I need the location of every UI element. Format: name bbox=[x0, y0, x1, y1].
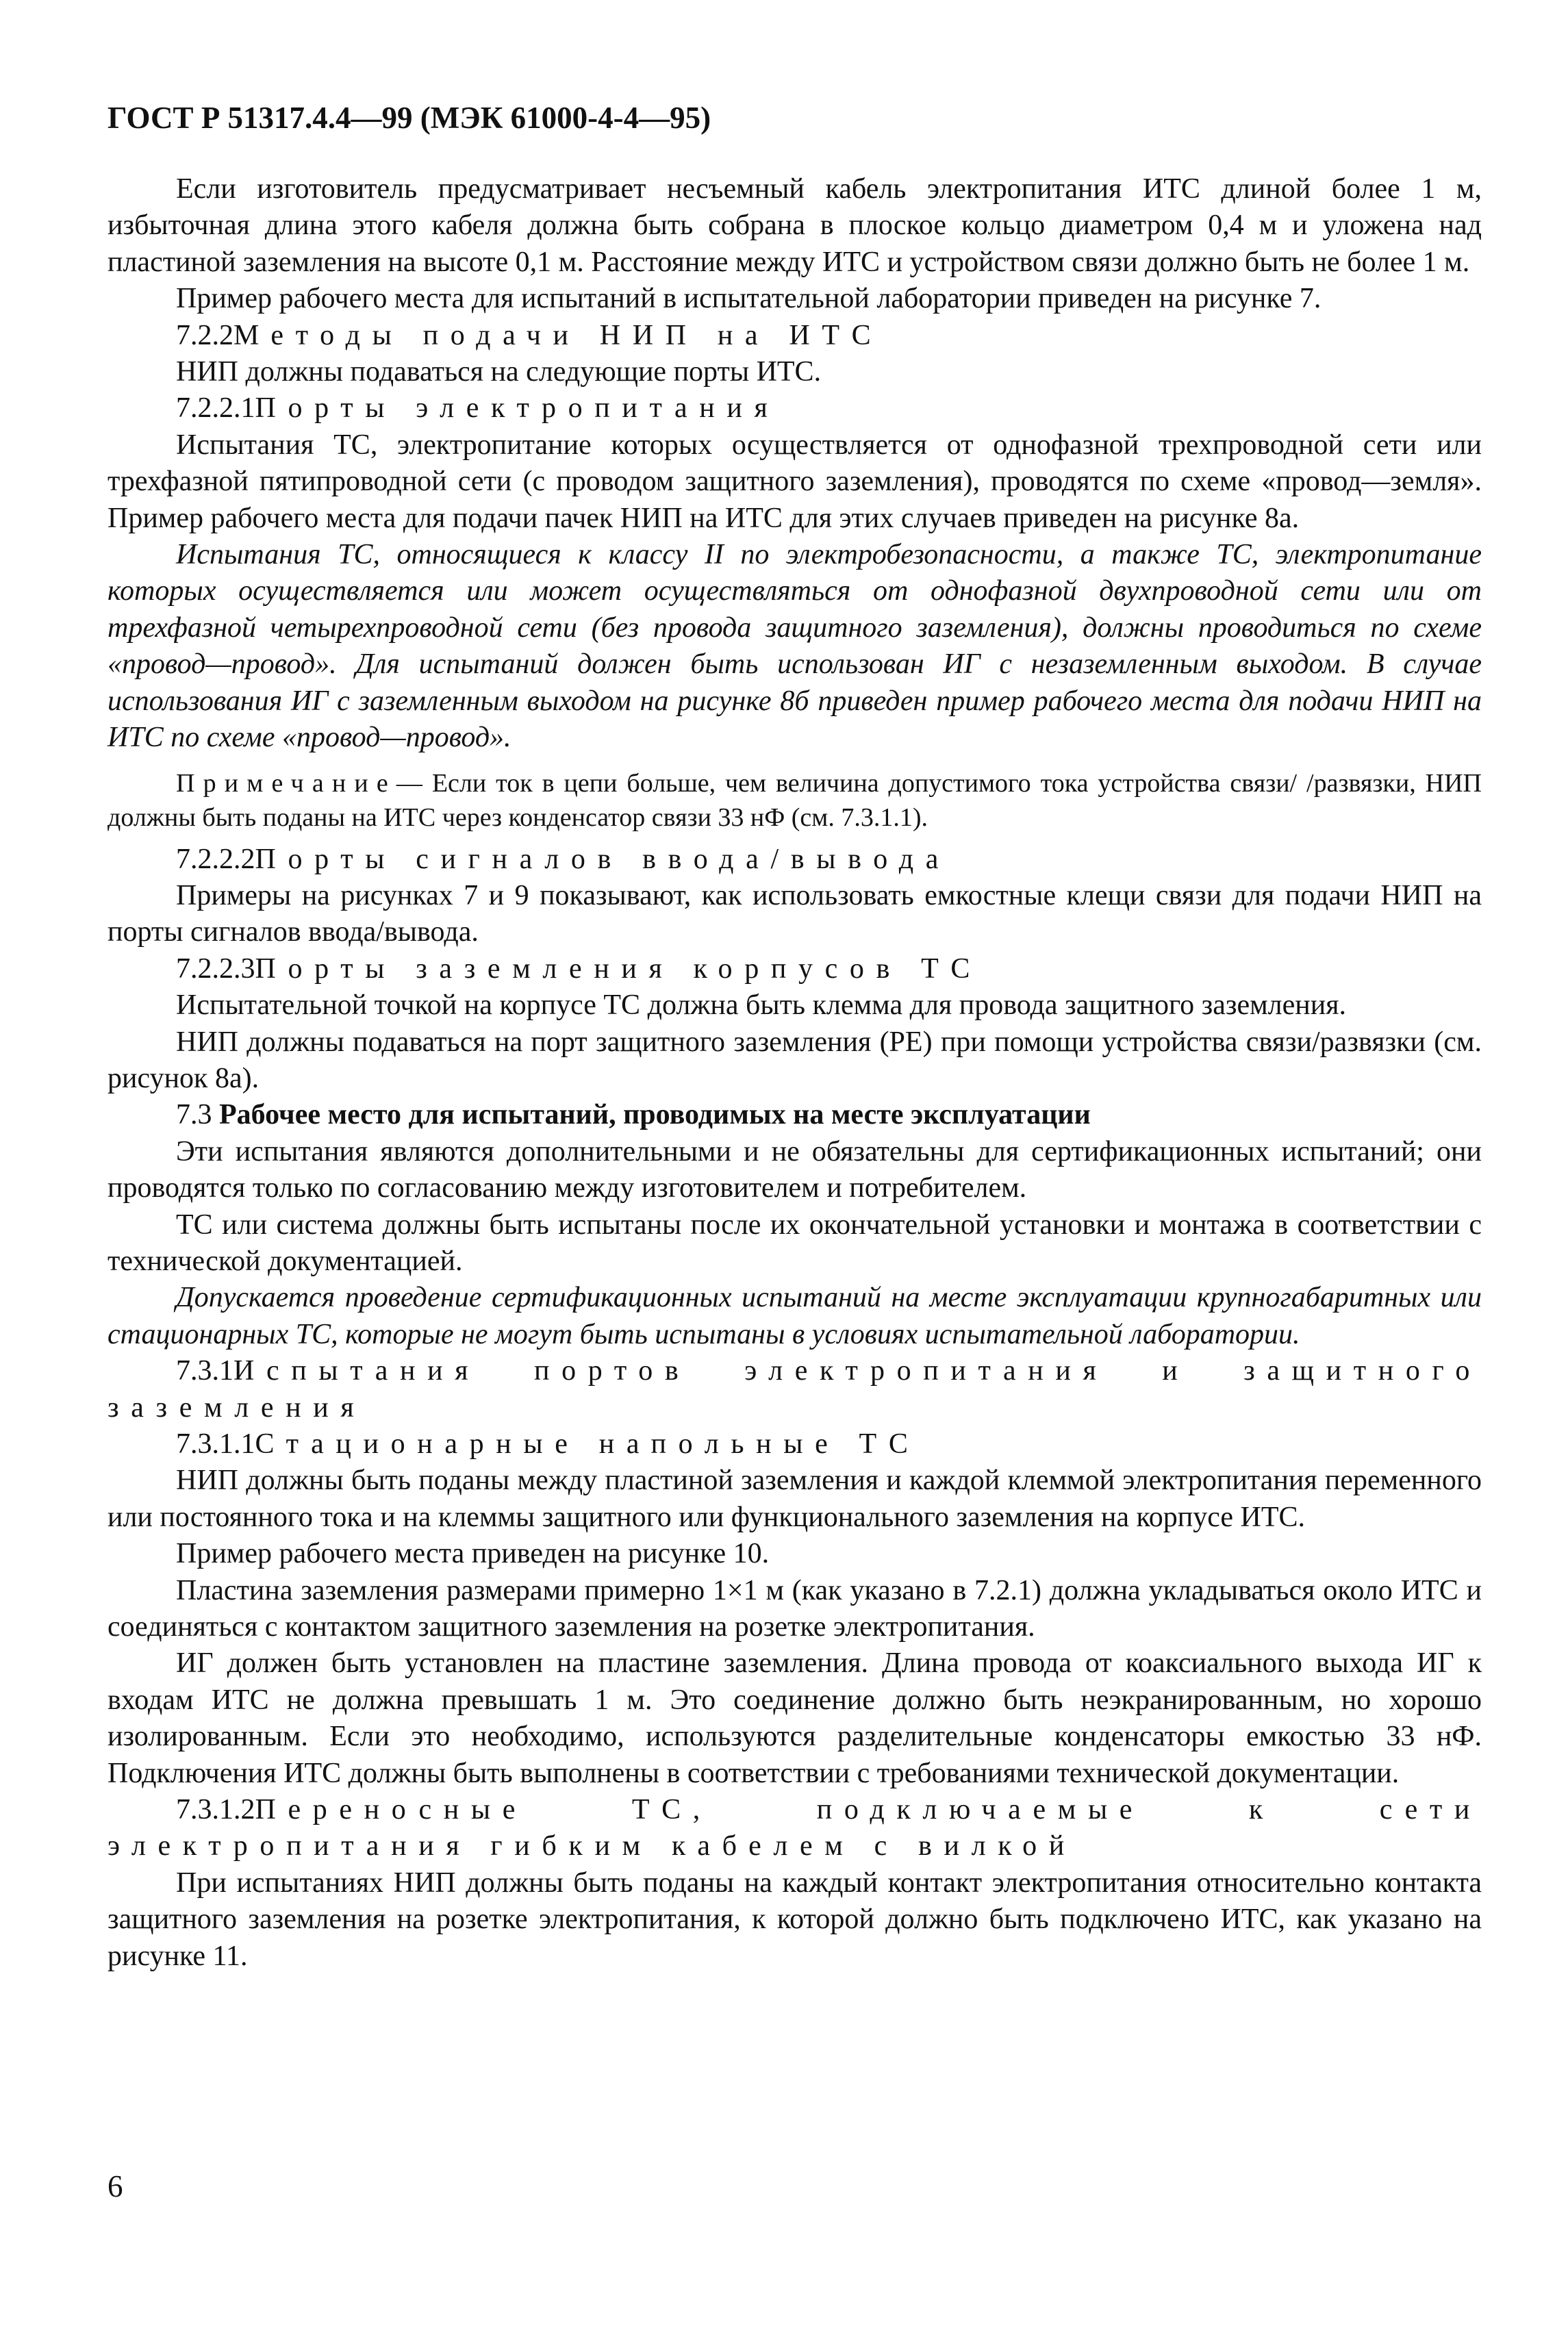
section-number: 7.3.1.1 bbox=[176, 1428, 255, 1460]
paragraph: НИП должны быть поданы между пластиной заземления и каждой клеммой электропитания переменного или постоянного тока и на клеммы защитного или функционального заземления на корпусе ИТС. bbox=[108, 1465, 1482, 1533]
paragraph: Пример рабочего места для испытаний в испытательной лаборатории приведен на рисунке 7. bbox=[176, 283, 1322, 315]
paragraph: ИГ должен быть установлен на пластине заземления. Длина провода от коаксиального выхода ИГ к входам ИТС не должна превышать 1 м. Это соединение должно быть неэкранированным, но хорошо изолированным. Если это необходимо, используются разделительные конденсаторы емкостью 33 нФ. Подключения ИТС должны быть выполнены в соответствии с требованиями технической документации. bbox=[108, 1647, 1482, 1789]
paragraph: При испытаниях НИП должны быть поданы на каждый контакт электропитания относительно контакта защитного заземления на розетке электропитания, к которой должно быть подключено ИТС, как указано на рисунке 11. bbox=[108, 1867, 1482, 1972]
paragraph: НИП должны подаваться на следующие порты ИТС. bbox=[176, 356, 822, 388]
paragraph: Испытательной точкой на корпусе ТС должна быть клемма для провода защитного заземления. bbox=[176, 989, 1347, 1022]
paragraph: Примеры на рисунках 7 и 9 показывают, как использовать емкостные клещи связи для подачи НИП на порты сигналов ввода/вывода. bbox=[108, 879, 1482, 948]
document-header: ГОСТ Р 51317.4.4—99 (МЭК 61000-4-4—95) bbox=[108, 101, 711, 135]
paragraph: Пример рабочего места приведен на рисунке 10. bbox=[176, 1538, 770, 1570]
section-heading bbox=[108, 842, 1482, 878]
italic-paragraph: Испытания ТС, относящиеся к классу II по электробезопасности, а также ТС, электропитание которых осуществляется или может осуществляться от однофазной двухпроводной сети или от трехфазной четырехпроводной сети (без провода защитного заземления), должны проводиться по схеме «провод—провод». Для испытаний должен быть использован ИГ с незаземленным выходом. В случае использования ИГ с заземленным выходом на рисунке 8б приведен пример рабочего места для подачи НИП на ИТС по схеме «провод—провод». bbox=[108, 539, 1482, 754]
section-number: 7.2.2.1 bbox=[176, 392, 255, 425]
section-number: 7.2.2.2 bbox=[176, 843, 255, 875]
section-number: 7.2.2 bbox=[176, 319, 233, 351]
section-title: Порты сигналов ввода/вывода bbox=[255, 843, 950, 875]
section-number: 7.3.1 bbox=[176, 1355, 233, 1387]
paragraph: Если изготовитель предусматривает несъемный кабель электропитания ИТС длиной более 1 м, избыточная длина этого кабеля должна быть собрана в плоское кольцо диаметром 0,4 м и уложена над пластиной заземления на высоте 0,1 м. Расстояние между ИТС и устройством связи должно быть не более 1 м. bbox=[108, 173, 1482, 278]
section-number: 7.3 bbox=[176, 1099, 212, 1131]
section-heading bbox=[108, 318, 1482, 354]
section-number: 7.3.1.2 bbox=[176, 1794, 255, 1826]
section-heading bbox=[108, 951, 1482, 987]
paragraph: ТС или система должны быть испытаны после их окончательной установки и монтажа в соответствии с технической документацией. bbox=[108, 1209, 1482, 1277]
document-body bbox=[108, 171, 1482, 1975]
note-label: Примечание bbox=[176, 768, 396, 798]
section-title: Переносные ТС, подключаемые к сети электропитания гибким кабелем с вилкой bbox=[108, 1794, 1482, 1862]
section-title: Испытания портов электропитания и защитного заземления bbox=[108, 1355, 1482, 1424]
section-heading bbox=[108, 1792, 1482, 1865]
section-title: Порты заземления корпусов ТС bbox=[255, 952, 983, 985]
paragraph: Пластина заземления размерами примерно 1×1 м (как указано в 7.2.1) должна укладываться около ИТС и соединяться с контактом защитного заземления на розетке электропитания. bbox=[108, 1574, 1482, 1643]
italic-paragraph: Допускается проведение сертификационных испытаний на месте эксплуатации крупногабаритных или стационарных ТС, которые не могут быть испытаны в условиях испытательной лаборатории. bbox=[108, 1282, 1482, 1350]
section-title: Стационарные напольные ТС bbox=[255, 1428, 920, 1460]
section-heading bbox=[108, 1097, 1482, 1133]
section-heading bbox=[108, 390, 1482, 427]
section-number: 7.2.2.3 bbox=[176, 952, 255, 985]
section-title: Рабочее место для испытаний, проводимых на месте эксплуатации bbox=[219, 1099, 1091, 1131]
section-title: Методы подачи НИП на ИТС bbox=[233, 319, 883, 351]
paragraph: НИП должны подаваться на порт защитного заземления (РЕ) при помощи устройства связи/развязки (см. рисунок 8а). bbox=[108, 1026, 1482, 1094]
page-number: 6 bbox=[108, 2169, 123, 2203]
paragraph: Эти испытания являются дополнительными и не обязательны для сертификационных испытаний; они проводятся только по согласованию между изготовителем и потребителем. bbox=[108, 1135, 1482, 1204]
paragraph: Испытания ТС, электропитание которых осуществляется от однофазной трехпроводной сети или трехфазной пятипроводной сети (с проводом защитного заземления), проводятся по схеме «провод—земля». Пример рабочего места для подачи пачек НИП на ИТС для этих случаев приведен на рисунке 8а. bbox=[108, 429, 1482, 534]
section-title: Порты электропитания bbox=[255, 392, 780, 425]
section-heading bbox=[108, 1426, 1482, 1463]
section-heading bbox=[108, 1353, 1482, 1426]
note-text: — Если ток в цепи больше, чем величина допустимого тока устройства связи/ /развязки, НИП должны быть поданы на ИТС через конденсатор связи 33 нФ (см. 7.3.1.1). bbox=[108, 768, 1482, 832]
note bbox=[108, 766, 1482, 835]
